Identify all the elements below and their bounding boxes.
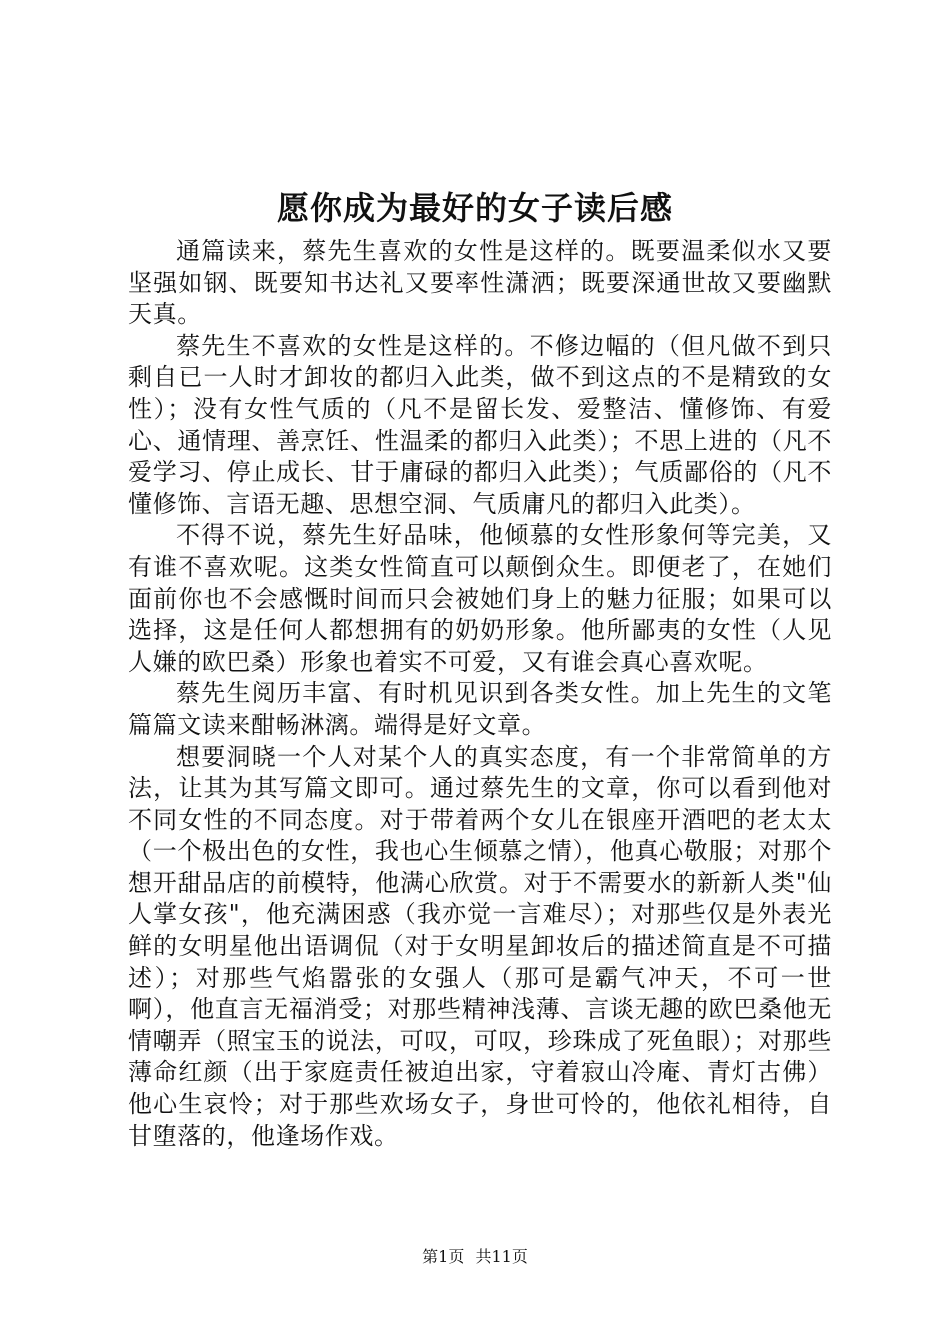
- page-footer: [0, 1247, 950, 1267]
- paragraph: 蔡先生不喜欢的女性是这样的。不修边幅的（但凡做不到只剩自已一人时才卸妆的都归入此类，做不到这点的不是精致的女性）；没有女性气质的（凡不是留长发、爱整洁、懂修饰、有爱心、通情理、善烹饪、性温柔的都归入此类）；不思上进的（凡不爱学习、停止成长、甘于庸碌的都归入此类）；气质鄙俗的（凡不懂修饰、言语无趣、思想空洞、气质庸凡的都归入此类）。: [128, 331, 832, 518]
- paragraph: 通篇读来，蔡先生喜欢的女性是这样的。既要温柔似水又要坚强如钢、既要知书达礼又要率性潇洒；既要深通世故又要幽默天真。: [128, 237, 832, 329]
- paragraph: 想要洞晓一个人对某个人的真实态度，有一个非常简单的方法，让其为其写篇文即可。通过蔡先生的文章，你可以看到他对不同女性的不同态度。对于带着两个女儿在银座开酒吧的老太太（一个极出色的女性，我也心生倾慕之情），他真心敬服；对那个想开甜品店的前模特，他满心欣赏。对于不需要水的新新人类"仙人掌女孩"，他充满困惑（我亦觉一言难尽）；对那些仅是外表光鲜的女明星他出语调侃（对于女明星卸妆后的描述简直是不可描述）；对那些气焰嚣张的女强人（那可是霸气冲天，不可一世啊），他直言无福消受；对那些精神浅薄、言谈无趣的欧巴桑他无情嘲弄（照宝玉的说法，可叹，可叹，珍珠成了死鱼眼）；对那些薄命红颜（出于家庭责任被迫出家，守着寂山冷庵、青灯古佛）他心生哀怜；对于那些欢场女子，身世可怜的，他依礼相待，自甘堕落的，他逢场作戏。: [128, 742, 832, 1150]
- page-number: 第1页: [422, 1247, 465, 1266]
- page-total: 共11页: [475, 1247, 528, 1266]
- page-title: 愿你成为最好的女子读后感: [276, 189, 673, 227]
- paragraph: 不得不说，蔡先生好品味，他倾慕的女性形象何等完美，又有谁不喜欢呢。这类女性简直可以颠倒众生。即便老了，在她们面前你也不会感慨时间而只会被她们身上的魅力征服；如果可以选择，这是任何人都想拥有的奶奶形象。他所鄙夷的女性（人见人嫌的欧巴桑）形象也着实不可爱，又有谁会真心喜欢呢。: [128, 521, 832, 676]
- paragraph: 蔡先生阅历丰富、有时机见识到各类女性。加上先生的文笔篇篇文读来酣畅淋漓。端得是好文章。: [128, 679, 832, 739]
- body-text: [128, 236, 832, 1152]
